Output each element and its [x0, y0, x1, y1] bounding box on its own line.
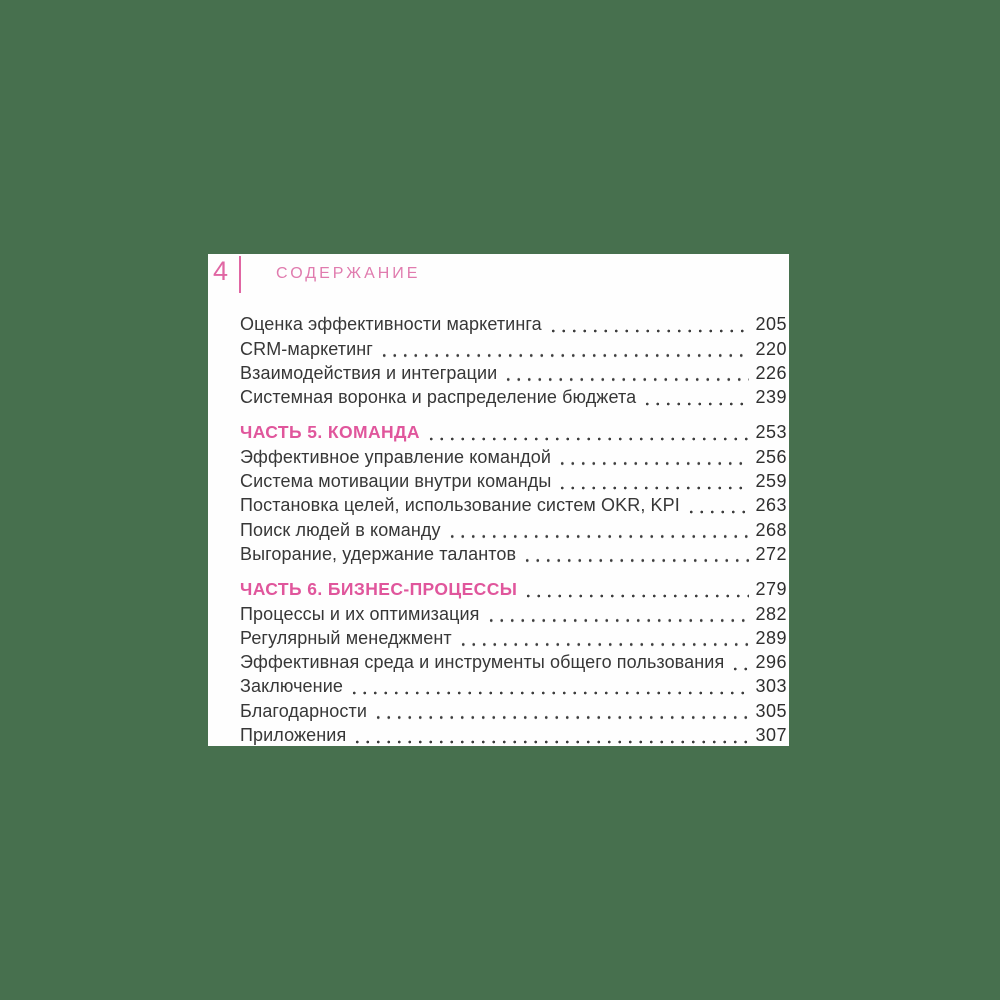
- toc-entry-page: 220: [755, 338, 787, 359]
- toc-row: [240, 723, 787, 747]
- toc-entry-page: 303: [755, 676, 787, 697]
- dot-leader: [377, 338, 749, 361]
- dot-leader: [484, 603, 750, 626]
- toc-row: [240, 542, 787, 566]
- dot-leader: [684, 494, 750, 517]
- toc-section-title: ЧАСТЬ 6. БИЗНЕС-ПРОЦЕССЫ: [240, 579, 518, 600]
- toc-section-page: 253: [755, 422, 787, 443]
- toc-entry-title: Заключение: [240, 676, 343, 697]
- dot-leader: [445, 519, 750, 542]
- toc-row: [240, 493, 787, 517]
- toc-entry-page: 272: [755, 543, 787, 564]
- toc-entry-title: Системная воронка и распределение бюджета: [240, 387, 637, 408]
- header-divider-line: [239, 256, 241, 293]
- contents-heading: СОДЕРЖАНИЕ: [276, 265, 421, 282]
- toc-entry-title: Постановка целей, использование систем OKR, KPI: [240, 495, 680, 516]
- toc-row: [240, 385, 787, 409]
- toc-entry-page: 263: [755, 495, 787, 516]
- toc-entry-title: Взаимодействия и интеграции: [240, 362, 498, 383]
- toc-entry-title: Поиск людей в команду: [240, 519, 441, 540]
- dot-leader: [371, 700, 749, 723]
- toc-row: [240, 650, 787, 674]
- toc-entry-page: 268: [755, 519, 787, 540]
- dot-leader: [347, 675, 749, 698]
- toc-row: [240, 444, 787, 468]
- toc-section-page: 279: [755, 579, 787, 600]
- toc-entry-title: Эффективная среда и инструменты общего пользования: [240, 652, 725, 673]
- toc-entry-page: 256: [755, 446, 787, 467]
- toc-entry-title: Благодарности: [240, 700, 367, 721]
- dot-leader: [640, 386, 749, 409]
- toc-entry-page: 239: [755, 387, 787, 408]
- toc-entry-title: Оценка эффективности маркетинга: [240, 314, 542, 335]
- toc-row: [240, 698, 787, 722]
- dot-leader: [555, 446, 749, 469]
- toc-row: [240, 626, 787, 650]
- book-page: [208, 254, 789, 746]
- table-of-contents: [240, 312, 787, 747]
- dot-leader: [728, 651, 749, 674]
- toc-entry-page: 305: [755, 700, 787, 721]
- page-header: [208, 254, 789, 298]
- toc-entry-page: 289: [755, 627, 787, 648]
- toc-entry-title: Выгорание, удержание талантов: [240, 543, 517, 564]
- toc-row: [240, 674, 787, 698]
- toc-entry-title: Эффективное управление командой: [240, 446, 551, 467]
- toc-entry-title: Система мотивации внутри команды: [240, 471, 552, 492]
- toc-entry-page: 307: [755, 725, 787, 746]
- toc-section-row: [240, 420, 787, 444]
- dot-leader: [520, 543, 749, 566]
- page-number: 4: [213, 256, 229, 286]
- toc-row: [240, 469, 787, 493]
- dot-leader: [555, 470, 749, 493]
- toc-entry-title: CRM-маркетинг: [240, 338, 373, 359]
- toc-entry-title: Процессы и их оптимизация: [240, 603, 480, 624]
- toc-entry-page: 226: [755, 362, 787, 383]
- toc-row: [240, 312, 787, 336]
- toc-entry-page: 296: [755, 652, 787, 673]
- toc-entry-page: 282: [755, 603, 787, 624]
- dot-leader: [546, 313, 750, 336]
- toc-section-row: [240, 577, 787, 601]
- toc-entry-page: 205: [755, 314, 787, 335]
- dot-leader: [424, 421, 750, 444]
- toc-row: [240, 336, 787, 360]
- toc-row: [240, 517, 787, 541]
- toc-entry-title: Регулярный менеджмент: [240, 627, 452, 648]
- toc-row: [240, 361, 787, 385]
- toc-entry-title: Приложения: [240, 725, 347, 746]
- dot-leader: [521, 578, 749, 601]
- dot-leader: [501, 362, 749, 385]
- toc-section-title: ЧАСТЬ 5. КОМАНДА: [240, 422, 420, 443]
- toc-entry-page: 259: [755, 471, 787, 492]
- toc-row: [240, 601, 787, 625]
- dot-leader: [350, 724, 749, 747]
- dot-leader: [456, 627, 750, 650]
